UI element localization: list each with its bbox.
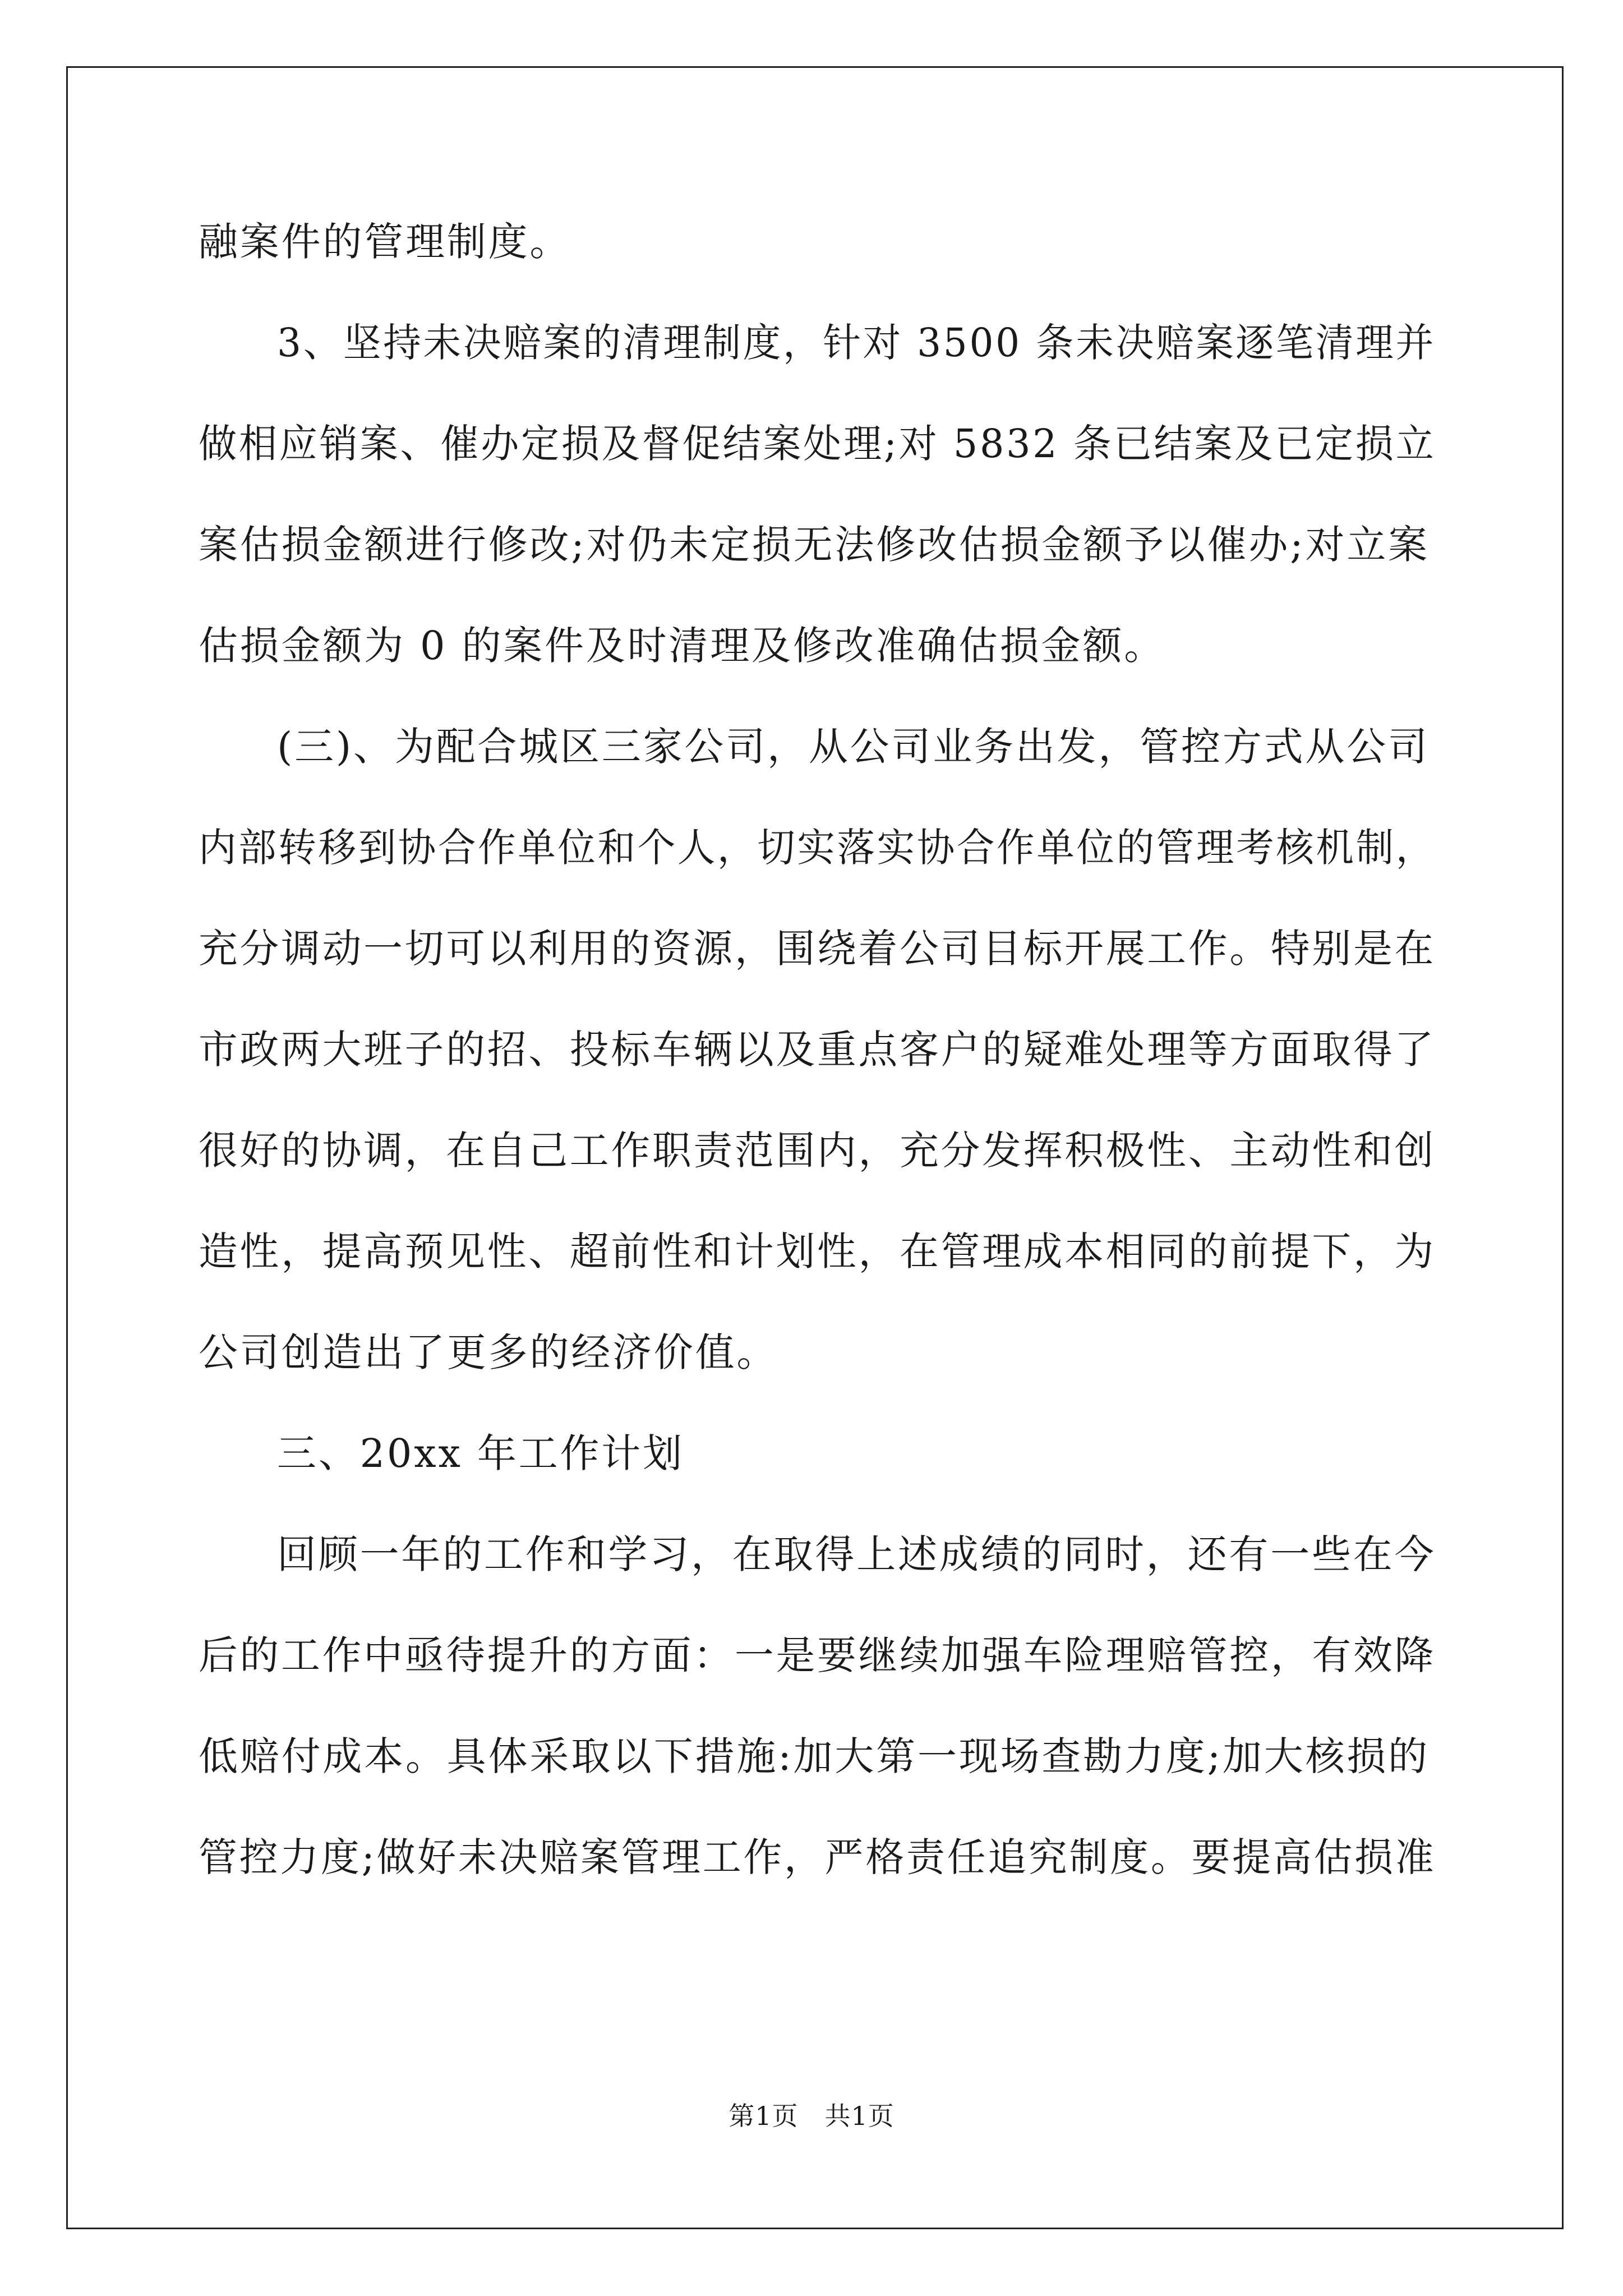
body-line-16: 低赔付成本。具体采取以下措施:加大第一现场查勘力度;加大核损的 [199, 1733, 1430, 1779]
body-line-5: 估损金额为 0 的案件及时清理及修改准确估损金额。 [199, 623, 1166, 669]
body-line-4: 案估损金额进行修改;对仍未定损无法修改估损金额予以催办;对立案 [199, 522, 1430, 568]
body-line-15: 后的工作中亟待提升的方面：一是要继续加强车险理赔管控，有效降 [199, 1632, 1436, 1678]
body-line-3: 做相应销案、催办定损及督促结案处理;对 5832 条已结案及已定损立 [199, 421, 1436, 467]
body-line-10: 很好的协调，在自己工作职责范围内，充分发挥积极性、主动性和创 [199, 1128, 1436, 1174]
body-line-9: 市政两大班子的招、投标车辆以及重点客户的疑难处理等方面取得了 [199, 1027, 1436, 1073]
page-number-footer: 第1页 共1页 [728, 2101, 895, 2131]
body-line-17: 管控力度;做好未决赔案管理工作，严格责任追究制度。要提高估损准 [199, 1834, 1436, 1880]
body-line-1: 融案件的管理制度。 [199, 219, 571, 265]
body-line-8: 充分调动一切可以利用的资源，围绕着公司目标开展工作。特别是在 [199, 926, 1436, 972]
body-line-6: (三)、为配合城区三家公司，从公司业务出发，管控方式从公司 [277, 724, 1430, 770]
body-line-2: 3、坚持未决赔案的清理制度，针对 3500 条未决赔案逐笔清理并 [277, 320, 1436, 366]
section-heading: 三、20xx 年工作计划 [277, 1430, 684, 1476]
body-line-7: 内部转移到协合作单位和个人，切实落实协合作单位的管理考核机制， [199, 825, 1436, 871]
body-line-14: 回顾一年的工作和学习，在取得上述成绩的同时，还有一些在今 [277, 1531, 1436, 1577]
body-line-12: 公司创造出了更多的经济价值。 [199, 1329, 778, 1375]
body-line-11: 造性，提高预见性、超前性和计划性，在管理成本相同的前提下，为 [199, 1228, 1436, 1274]
